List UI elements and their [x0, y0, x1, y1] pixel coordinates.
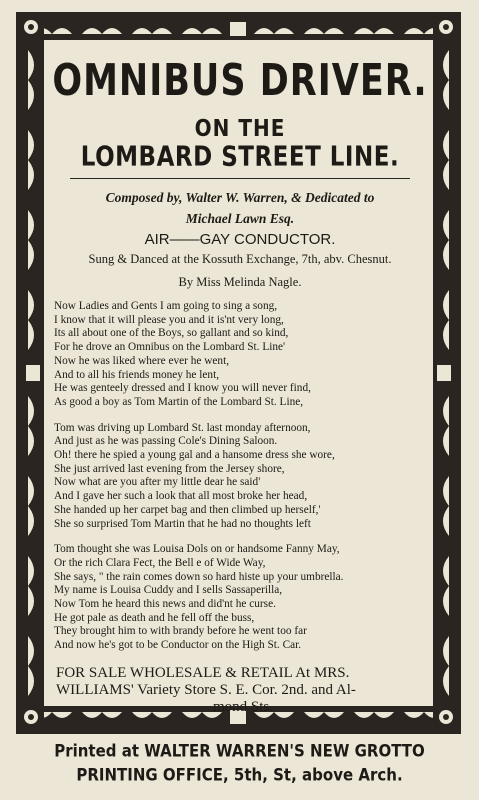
sale-notice: [50, 665, 430, 716]
verse-line: My name is Louisa Cuddy and I sells Sassaperilla,: [54, 584, 283, 597]
verse-3: [50, 543, 430, 653]
verse-line: He got pale as death and he fell off the buss,: [54, 611, 255, 624]
corner-ornament-top-left: [18, 14, 44, 40]
verse-line: And now he's got to be Conductor on the High St. Car.: [54, 639, 302, 652]
verse-line: As good a boy as Tom Martin of the Lombard St. Line,: [54, 395, 304, 408]
sale-line-1: FOR SALE WHOLESALE & RETAIL At MRS.: [56, 664, 350, 681]
verse-line: Now Tom he heard this news and did'nt he curse.: [54, 598, 276, 611]
verse-line: Its all about one of the Boys, so gallant and so kind,: [54, 327, 289, 340]
corner-ornament-bottom-left: [18, 704, 44, 730]
subtitle-on-the: ON THE: [194, 114, 286, 142]
verse-1: [50, 300, 430, 410]
title-underline: [70, 178, 410, 179]
verse-line: I know that it will please you and it is'nt very long,: [54, 313, 284, 326]
verse-line: They brought him to with brandy before he went too far: [54, 625, 307, 638]
composer-line-2: Michael Lawn Esq.: [185, 211, 295, 226]
song-content: [50, 44, 430, 715]
subtitle-lombard-street-line: LOMBARD STREET LINE.: [80, 141, 400, 173]
verse-line: She handed up her carpet bag and then climbed up herself,': [54, 503, 321, 516]
song-title: OMNIBUS DRIVER.: [52, 56, 428, 106]
verse-line: And I gave her such a look that all most broke her head,: [54, 490, 308, 503]
verse-line: Oh! there he spied a young gal and a hansome dress she wore,: [54, 449, 335, 462]
border-ornament-left: [22, 40, 44, 706]
verse-line: She just arrived last evening from the Jersey shore,: [54, 462, 285, 475]
venue-line: Sung & Danced at the Kossuth Exchange, 7th, abv. Chesnut.: [88, 252, 392, 266]
composer-credit: [50, 187, 430, 229]
corner-ornament-top-right: [433, 14, 459, 40]
verse-line: Now he was liked where ever he went,: [54, 354, 230, 367]
verse-line: She so surprised Tom Martin that he had no thoughts left: [54, 517, 311, 530]
verse-line: Tom was driving up Lombard St. last monday afternoon,: [54, 421, 311, 434]
corner-ornament-bottom-right: [433, 704, 459, 730]
verse-line: She says, " the rain comes down so hard histe up your umbrella.: [54, 570, 344, 583]
sale-line-3: mond Sts.: [212, 698, 273, 715]
verse-line: And just as he was passing Cole's Dining Saloon.: [54, 435, 278, 448]
verse-line: Now what are you after my little dear he said': [54, 476, 261, 489]
printer-imprint: [0, 739, 479, 787]
verse-line: For he drove an Omnibus on the Lombard St. Line': [54, 341, 286, 354]
border-ornament-right: [433, 40, 455, 706]
verse-line: And to all his friends money he lent,: [54, 368, 220, 381]
printer-line-2: PRINTING OFFICE, 5th, St, above Arch.: [76, 765, 403, 785]
border-ornament-top: [22, 18, 455, 40]
verse-line: Or the rich Clara Fect, the Bell e of Wide Way,: [54, 556, 266, 569]
verse-line: Now Ladies and Gents I am going to sing a song,: [54, 300, 278, 312]
verse-line: He was genteely dressed and I know you will never find,: [54, 382, 311, 395]
verse-line: Tom thought she was Louisa Dols on or handsome Fanny May,: [54, 543, 340, 556]
verse-2: [50, 422, 430, 532]
composer-line-1: Composed by, Walter W. Warren, & Dedicated to: [105, 190, 375, 205]
sale-line-2: WILLIAMS' Variety Store S. E. Cor. 2nd. and Al-: [56, 681, 356, 698]
air-tune: AIR——GAY CONDUCTOR.: [144, 231, 336, 248]
performer-line: By Miss Melinda Nagle.: [178, 275, 302, 289]
printer-line-1: Printed at WALTER WARREN'S NEW GROTTO: [54, 741, 425, 761]
